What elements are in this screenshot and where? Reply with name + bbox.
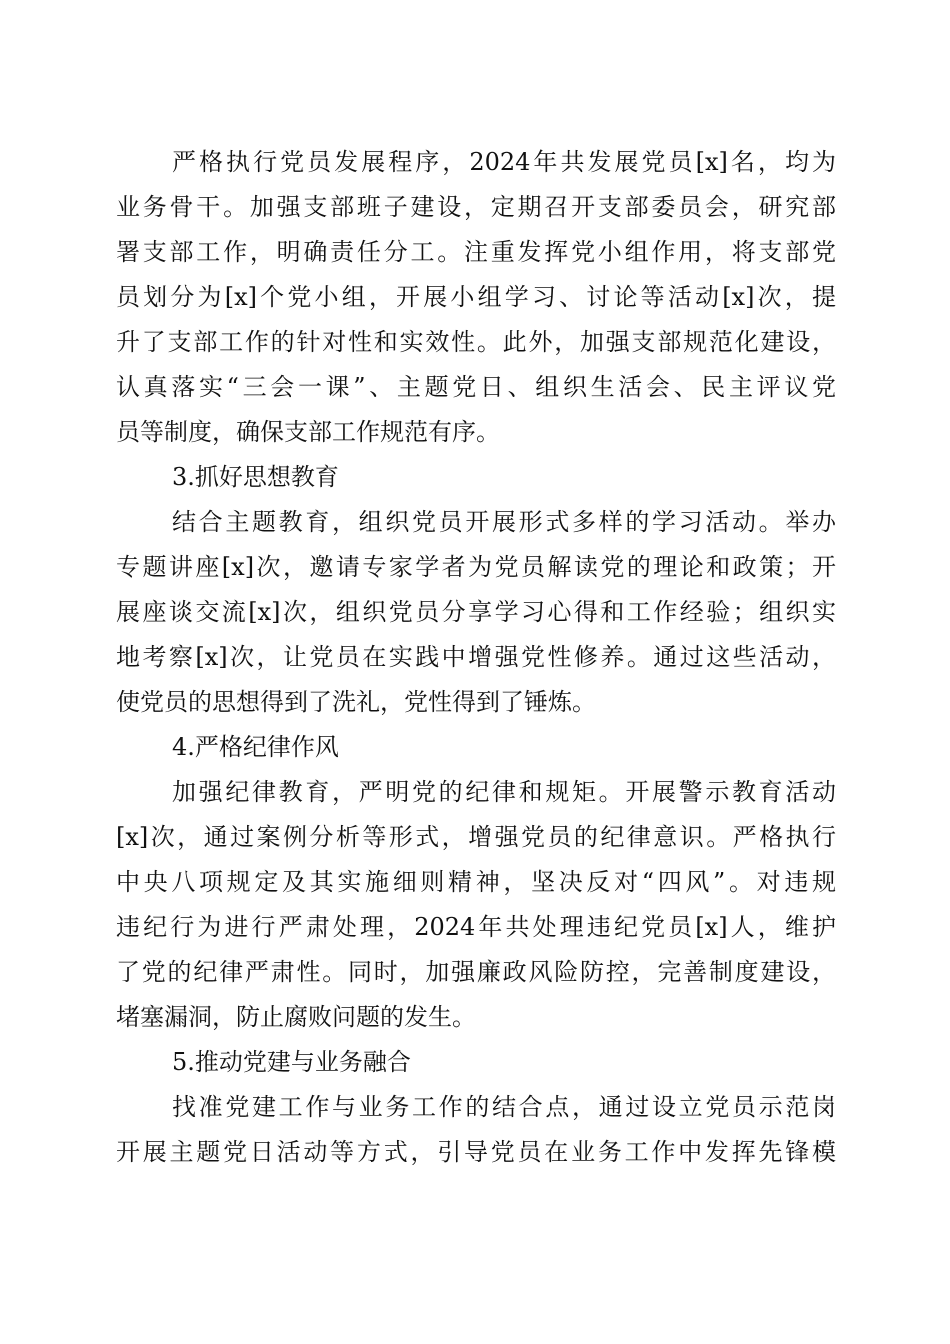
text-line: 开展主题党日活动等方式，引导党员在业务工作中发挥先锋模: [116, 1138, 836, 1166]
text-line: 升了支部工作的针对性和实效性。此外，加强支部规范化建设，: [116, 328, 836, 356]
paragraph-integration: [116, 1085, 836, 1175]
paragraph-discipline: [116, 770, 836, 1040]
text-line: 员划分为[x]个党小组，开展小组学习、讨论等活动[x]次，提: [116, 283, 836, 311]
text-line: 认真落实“三会一课”、主题党日、组织生活会、民主评议党: [116, 373, 836, 401]
text-line: 了党的纪律严肃性。同时，加强廉政风险防控，完善制度建设，: [116, 958, 836, 986]
paragraph-ideological-education: [116, 500, 836, 725]
text-line: 展座谈交流[x]次，组织党员分享学习心得和工作经验；组织实: [116, 598, 836, 626]
section-heading-discipline: 4.严格纪律作风: [172, 733, 339, 761]
text-line: 中央八项规定及其实施细则精神，坚决反对“四风”。对违规: [116, 868, 836, 896]
text-line: [x]次，通过案例分析等形式，增强党员的纪律意识。严格执行: [116, 823, 836, 851]
text-line: 业务骨干。加强支部班子建设，定期召开支部委员会，研究部: [116, 193, 836, 221]
text-line: 署支部工作，明确责任分工。注重发挥党小组作用，将支部党: [116, 238, 836, 266]
section-heading-ideological-education: 3.抓好思想教育: [172, 463, 339, 491]
document-body: [116, 140, 836, 1175]
text-line: 严格执行党员发展程序，2024年共发展党员[x]名，均为: [172, 148, 836, 176]
text-line: 专题讲座[x]次，邀请专家学者为党员解读党的理论和政策；开: [116, 553, 836, 581]
text-line: 堵塞漏洞，防止腐败问题的发生。: [116, 1003, 476, 1031]
text-line: 使党员的思想得到了洗礼，党性得到了锤炼。: [116, 688, 596, 716]
text-line: 加强纪律教育，严明党的纪律和规矩。开展警示教育活动: [172, 778, 836, 806]
section-heading-integration: 5.推动党建与业务融合: [172, 1048, 411, 1076]
text-line: 员等制度，确保支部工作规范有序。: [116, 418, 500, 446]
text-line: 结合主题教育，组织党员开展形式多样的学习活动。举办: [172, 508, 836, 536]
paragraph-party-development: [116, 140, 836, 455]
text-line: 地考察[x]次，让党员在实践中增强党性修养。通过这些活动，: [116, 643, 836, 671]
text-line: 违纪行为进行严肃处理，2024年共处理违纪党员[x]人，维护: [116, 913, 836, 941]
text-line: 找准党建工作与业务工作的结合点，通过设立党员示范岗: [172, 1093, 836, 1121]
